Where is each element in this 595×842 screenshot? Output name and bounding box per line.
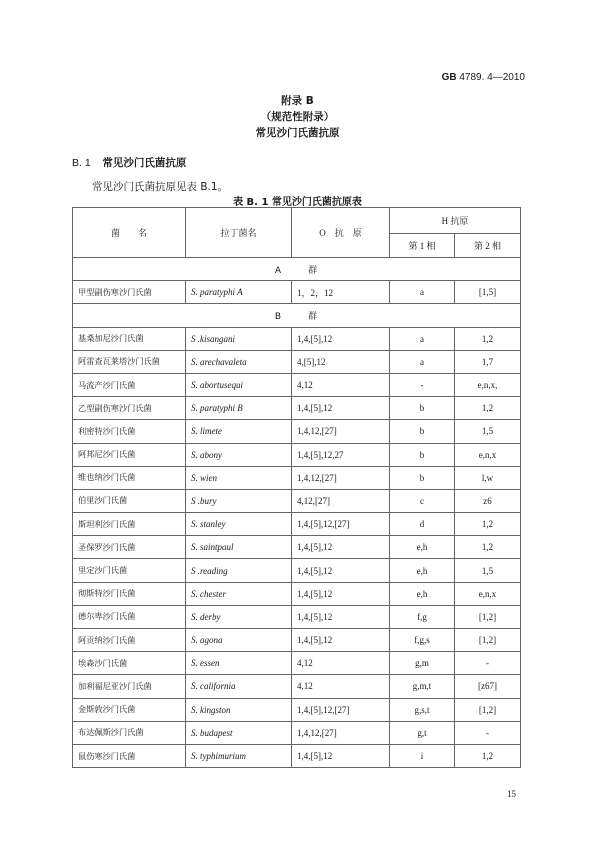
cell-o-antigen: 4,12 xyxy=(292,652,390,675)
cell-h-phase-2: e,n,x xyxy=(455,443,521,466)
cell-o-antigen: 1,4,12,[27] xyxy=(292,721,390,744)
cell-latin-name: S. typhimurium xyxy=(186,744,292,767)
header-latin: 拉丁菌名 xyxy=(186,208,292,258)
cell-latin-name: S. limete xyxy=(186,420,292,443)
cell-h-phase-2: z6 xyxy=(455,489,521,512)
cell-latin-name: S. kingston xyxy=(186,698,292,721)
cell-latin-name: S. stanley xyxy=(186,513,292,536)
cell-latin-name: S. paratyphi A xyxy=(186,281,292,304)
cell-h-phase-2: 1,2 xyxy=(455,513,521,536)
group-letter: A xyxy=(274,265,283,276)
cell-name: 阿贡纳沙门氏菌 xyxy=(73,629,186,652)
table-row xyxy=(73,605,521,628)
cell-name: 乙型副伤寒沙门氏菌 xyxy=(73,397,186,420)
cell-h-phase-1: e,h xyxy=(390,536,455,559)
cell-h-phase-2: - xyxy=(455,721,521,744)
body-paragraph: 常见沙门氏菌抗原见表 B.1。 xyxy=(92,181,229,193)
cell-name: 德尔卑沙门氏菌 xyxy=(73,605,186,628)
cell-o-antigen: 1,4,[5],12 xyxy=(292,744,390,767)
table-row xyxy=(73,559,521,582)
table-body xyxy=(73,258,521,768)
section-title: 常见沙门氏菌抗原 xyxy=(102,157,187,169)
table-row xyxy=(73,536,521,559)
cell-latin-name: S. saintpaul xyxy=(186,536,292,559)
cell-h-phase-2: [1,2] xyxy=(455,629,521,652)
table-header xyxy=(73,208,521,258)
table-row xyxy=(73,652,521,675)
cell-latin-name: S. abortusequi xyxy=(186,373,292,396)
table-row xyxy=(73,489,521,512)
cell-o-antigen: 1,4,[5],12,27 xyxy=(292,443,390,466)
cell-o-antigen: 1，2，12 xyxy=(292,281,390,304)
cell-h-phase-2: 1,2 xyxy=(455,744,521,767)
cell-o-antigen: 1,4,12,[27] xyxy=(292,420,390,443)
cell-h-phase-2: e,n,x, xyxy=(455,373,521,396)
cell-name: 阿雷查瓦莱塔沙门氏菌 xyxy=(73,350,186,373)
cell-h-phase-2: e,n,x xyxy=(455,582,521,605)
cell-h-phase-2: l,w xyxy=(455,466,521,489)
cell-o-antigen: 1,4,[5],12 xyxy=(292,582,390,605)
cell-latin-name: S. derby xyxy=(186,605,292,628)
cell-latin-name: S. chester xyxy=(186,582,292,605)
appendix-label: 附录 B xyxy=(281,95,314,107)
cell-latin-name: S .reading xyxy=(186,559,292,582)
cell-o-antigen: 1,4,[5],12 xyxy=(292,327,390,350)
cell-h-phase-1: g,s,t xyxy=(390,698,455,721)
cell-h-phase-1: b xyxy=(390,420,455,443)
cell-name: 甲型副伤寒沙门氏菌 xyxy=(73,281,186,304)
header-h-antigen: H 抗原 xyxy=(390,208,521,234)
group-label xyxy=(73,258,521,281)
section-number: B. 1 xyxy=(72,157,91,169)
cell-h-phase-1: g,t xyxy=(390,721,455,744)
table-row xyxy=(73,420,521,443)
group-suffix: 群 xyxy=(308,311,319,322)
cell-h-phase-1: a xyxy=(390,327,455,350)
cell-o-antigen: 4,12 xyxy=(292,675,390,698)
cell-h-phase-2: 1,2 xyxy=(455,536,521,559)
cell-name: 基桑加尼沙门氏菌 xyxy=(73,327,186,350)
cell-h-phase-1: b xyxy=(390,466,455,489)
cell-latin-name: S. abony xyxy=(186,443,292,466)
appendix-title: 常见沙门氏菌抗原 xyxy=(255,127,340,139)
cell-h-phase-1: e,h xyxy=(390,582,455,605)
cell-o-antigen: 4,[5],12 xyxy=(292,350,390,373)
table-row xyxy=(73,327,521,350)
table-row xyxy=(73,373,521,396)
group-suffix: 群 xyxy=(308,265,319,276)
table-row xyxy=(73,582,521,605)
cell-o-antigen: 1,4,[5],12,[27] xyxy=(292,698,390,721)
standard-code xyxy=(442,72,525,83)
page-number: 15 xyxy=(507,789,516,799)
cell-o-antigen: 1,4,[5],12 xyxy=(292,559,390,582)
cell-name: 阿邦尼沙门氏菌 xyxy=(73,443,186,466)
cell-h-phase-1: b xyxy=(390,397,455,420)
standard-prefix: GB xyxy=(441,72,457,83)
cell-latin-name: S .bury xyxy=(186,489,292,512)
cell-name: 埃森沙门氏菌 xyxy=(73,652,186,675)
cell-latin-name: S. agona xyxy=(186,629,292,652)
cell-h-phase-2: - xyxy=(455,652,521,675)
cell-name: 圣保罗沙门氏菌 xyxy=(73,536,186,559)
cell-h-phase-2: 1,7 xyxy=(455,350,521,373)
cell-h-phase-1: c xyxy=(390,489,455,512)
cell-h-phase-2: [1,2] xyxy=(455,605,521,628)
cell-name: 加利福尼亚沙门氏菌 xyxy=(73,675,186,698)
group-letter: B xyxy=(274,311,283,322)
cell-latin-name: S. wien xyxy=(186,466,292,489)
cell-h-phase-1: f,g,s xyxy=(390,629,455,652)
table-row xyxy=(73,397,521,420)
cell-name: 布达佩斯沙门氏菌 xyxy=(73,721,186,744)
cell-h-phase-1: b xyxy=(390,443,455,466)
standard-number: 4789. 4—2010 xyxy=(459,72,525,83)
section-heading xyxy=(72,155,186,170)
cell-h-phase-1: f,g xyxy=(390,605,455,628)
cell-latin-name: S. california xyxy=(186,675,292,698)
cell-latin-name: S .kisangani xyxy=(186,327,292,350)
table-row xyxy=(73,443,521,466)
cell-h-phase-1: g,m xyxy=(390,652,455,675)
cell-h-phase-1: a xyxy=(390,350,455,373)
header-name: 菌 名 xyxy=(73,208,186,258)
cell-o-antigen: 4,12 xyxy=(292,373,390,396)
table-row xyxy=(73,675,521,698)
cell-h-phase-2: [1,2] xyxy=(455,698,521,721)
cell-h-phase-1: - xyxy=(390,373,455,396)
cell-h-phase-2: 1,5 xyxy=(455,420,521,443)
antigen-table xyxy=(72,207,521,768)
table-row xyxy=(73,721,521,744)
table-row xyxy=(73,513,521,536)
table-row xyxy=(73,698,521,721)
cell-o-antigen: 1,4,12,[27] xyxy=(292,466,390,489)
cell-latin-name: S. budapest xyxy=(186,721,292,744)
table-row xyxy=(73,281,521,304)
cell-name: 鼠伤寒沙门氏菌 xyxy=(73,744,186,767)
header-phase-2: 第 2 相 xyxy=(455,234,521,258)
cell-name: 维也纳沙门氏菌 xyxy=(73,466,186,489)
header-phase-1: 第 1 相 xyxy=(390,234,455,258)
cell-name: 利密特沙门氏菌 xyxy=(73,420,186,443)
cell-h-phase-1: g,m,t xyxy=(390,675,455,698)
cell-latin-name: S. essen xyxy=(186,652,292,675)
cell-h-phase-2: 1,2 xyxy=(455,397,521,420)
cell-o-antigen: 1,4,[5],12 xyxy=(292,629,390,652)
cell-h-phase-2: 1,5 xyxy=(455,559,521,582)
cell-h-phase-2: [1,5] xyxy=(455,281,521,304)
cell-latin-name: S. paratyphi B xyxy=(186,397,292,420)
table-row xyxy=(73,629,521,652)
cell-h-phase-1: d xyxy=(390,513,455,536)
normative-label: （规范性附录） xyxy=(260,111,335,123)
cell-h-phase-1: a xyxy=(390,281,455,304)
table-row xyxy=(73,466,521,489)
cell-o-antigen: 1,4,[5],12 xyxy=(292,605,390,628)
cell-o-antigen: 1,4,[5],12 xyxy=(292,536,390,559)
cell-h-phase-1: i xyxy=(390,744,455,767)
cell-h-phase-2: 1,2 xyxy=(455,327,521,350)
cell-latin-name: S. arechavaleta xyxy=(186,350,292,373)
cell-name: 金斯敦沙门氏菌 xyxy=(73,698,186,721)
group-row xyxy=(73,304,521,327)
cell-o-antigen: 1,4,[5],12,[27] xyxy=(292,513,390,536)
table-row xyxy=(73,744,521,767)
appendix-titles xyxy=(0,93,595,141)
cell-name: 斯坦利沙门氏菌 xyxy=(73,513,186,536)
group-label xyxy=(73,304,521,327)
cell-name: 彻斯特沙门氏菌 xyxy=(73,582,186,605)
cell-name: 伯里沙门氏菌 xyxy=(73,489,186,512)
header-o-antigen: O 抗 原 xyxy=(292,208,390,258)
table-row xyxy=(73,350,521,373)
cell-name: 里定沙门氏菌 xyxy=(73,559,186,582)
cell-name: 马流产沙门氏菌 xyxy=(73,373,186,396)
cell-o-antigen: 4,12,[27] xyxy=(292,489,390,512)
cell-h-phase-2: [z67] xyxy=(455,675,521,698)
group-row xyxy=(73,258,521,281)
table-caption: 表 B. 1 常见沙门氏菌抗原表 xyxy=(233,197,362,208)
cell-h-phase-1: e,h xyxy=(390,559,455,582)
cell-o-antigen: 1,4,[5],12 xyxy=(292,397,390,420)
